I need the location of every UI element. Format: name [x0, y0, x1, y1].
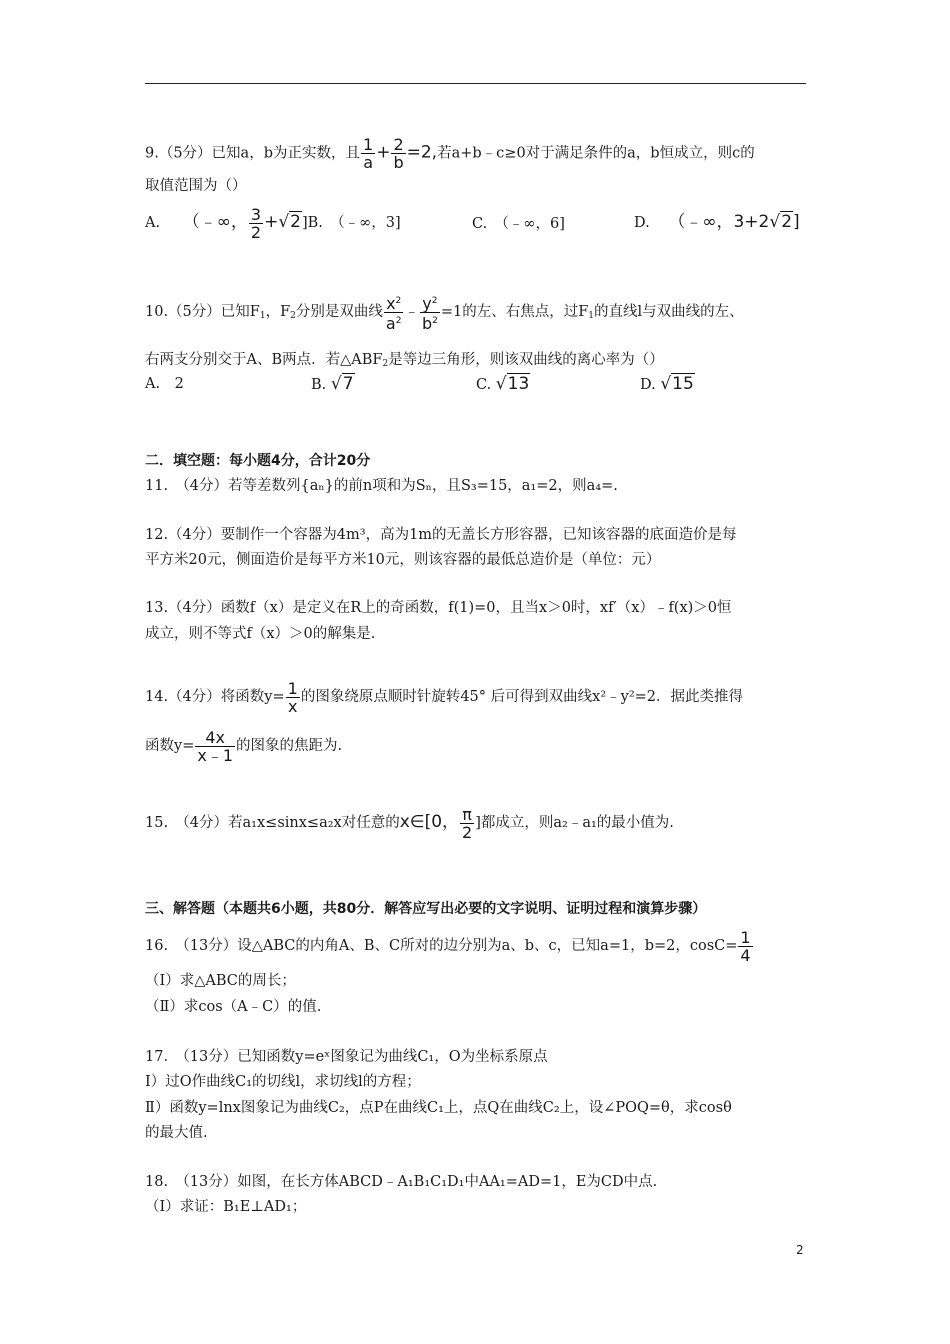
q10-frac-y2-b2: $\frac{y^2}{b^2}$ — [421, 293, 438, 333]
question-14-line2: 函数y= $\frac{4x}{x﹣1}$ 的图象的焦距为. — [145, 727, 343, 765]
q9-option-b: B. （﹣∞，3] — [307, 215, 401, 231]
question-17-line4: 的最大值. — [145, 1125, 208, 1141]
question-16-part-2: （Ⅱ）求cos（A﹣C）的值. — [145, 999, 322, 1015]
question-17-line1: 17. （13分）已知函数y=eˣ图象记为曲线C₁，O为坐标系原点 — [145, 1049, 548, 1065]
question-13-line1: 13.（4分）函数f（x）是定义在R上的奇函数，f(1)=0，且当x＞0时，xf′（x）﹣f(x)＞0恒 — [145, 600, 732, 616]
q9-frac-1-over-a: $\frac{1}{a}$ — [363, 135, 374, 172]
section-3-heading: 三、解答题（本题共6小题，共80分．解答应写出必要的文字说明、证明过程和演算步骤） — [145, 901, 707, 917]
question-11: 11. （4分）若等差数列{aₙ}的前n项和为Sₙ，且S₃=15，a₁=2，则a₄=. — [145, 478, 618, 494]
question-14-line1: 14.（4分）将函数y= $\frac{1}{x}$ 的图象绕原点顺时针旋转45° 后可得到双曲线x²﹣y²=2．据此类推得 — [145, 678, 744, 716]
q10-option-c: C. √13 — [476, 374, 530, 394]
q9-option-a: A. （﹣∞， $\frac{3}{2}$ +√2]B. （﹣∞，3] — [145, 204, 401, 242]
question-13-line2: 成立，则不等式f（x）＞0的解集是. — [145, 626, 376, 642]
question-12-line1: 12.（4分）要制作一个容器为4m³，高为1m的无盖长方形容器，已知该容器的底面造价是每 — [145, 527, 737, 543]
q9-frac-2-over-b: $\frac{2}{b}$ — [393, 135, 404, 172]
question-18-part-1: （Ⅰ）求证：B₁E⊥AD₁； — [145, 1199, 307, 1215]
question-9-line1: 9.（5分）已知a，b为正实数，且 $\frac{1}{a}$ + $\frac{2}{b}$ =2,若a+b﹣c≥0对于满足条件的a，b恒成立，则c的 — [145, 135, 755, 172]
question-17-part-1: Ⅰ）过O作曲线C₁的切线l，求切线l的方程； — [145, 1074, 421, 1090]
question-9-line2: 取值范围为（） — [145, 178, 247, 194]
q10-option-d: D. √15 — [640, 374, 694, 394]
question-12-line2: 平方米20元，侧面造价是每平方米10元，则该容器的最低总造价是（单位：元） — [145, 552, 661, 568]
q10-option-b: B. √7 — [311, 374, 354, 394]
question-18-line1: 18. （13分）如图，在长方体ABCD﹣A₁B₁C₁D₁中AA₁=AD=1，E为CD中点. — [145, 1174, 658, 1190]
question-10-line1: 10.（5分）已知$F_1$，$F_2$分别是双曲线 $\frac{x^2}{a^2}$ ﹣ $\frac{y^2}{b^2}$ =1的左、右焦点，过$F_1$的直线l与双曲线的左、 — [145, 293, 744, 333]
q15-frac-pi-over-2: $\frac{\pi}{2}$ — [462, 804, 473, 842]
q9-option-d: D. （﹣∞，3+2√2] — [634, 212, 800, 232]
section-2-heading: 二．填空题：每小题4分，合计20分 — [145, 453, 371, 469]
question-16-part-1: （Ⅰ）求△ABC的周长； — [145, 973, 296, 989]
question-15: 15. （4分）若a₁x≤sinx≤a₂x对任意的x∈[0， $\frac{\pi}{2}$ ]都成立，则a₂﹣a₁的最小值为. — [145, 804, 674, 842]
page-number: 2 — [796, 1243, 804, 1257]
q14-frac-4x-over-x-minus-1: $\frac{4x}{x﹣1}$ — [197, 727, 233, 765]
question-10-line2: 右两支分别交于A、B两点．若$\triangle ABF_2$是等边三角形，则该双曲线的离心率为（） — [145, 352, 664, 369]
q14-frac-1-over-x: $\frac{1}{x}$ — [287, 678, 298, 716]
q10-frac-x2-a2: $\frac{x^2}{a^2}$ — [385, 293, 402, 333]
q16-frac-1-over-4: $\frac{1}{4}$ — [740, 927, 751, 965]
question-17-part-2: Ⅱ）函数y=lnx图象记为曲线C₂，点P在曲线C₁上，点Q在曲线C₂上，设∠POQ=θ，求cosθ — [145, 1100, 732, 1116]
q9-stem: 9.（5分）已知a，b为正实数，且 — [145, 145, 360, 162]
q9-option-c: C. （﹣∞，6] — [472, 216, 565, 232]
question-16-line1: 16. （13分）设△ABC的内角A、B、C所对的边分别为a、b、c，已知a=1，b=2，cosC= $\frac{1}{4}$ — [145, 927, 751, 965]
header-rule — [145, 83, 806, 84]
q10-option-a: A. 2 — [145, 376, 184, 392]
